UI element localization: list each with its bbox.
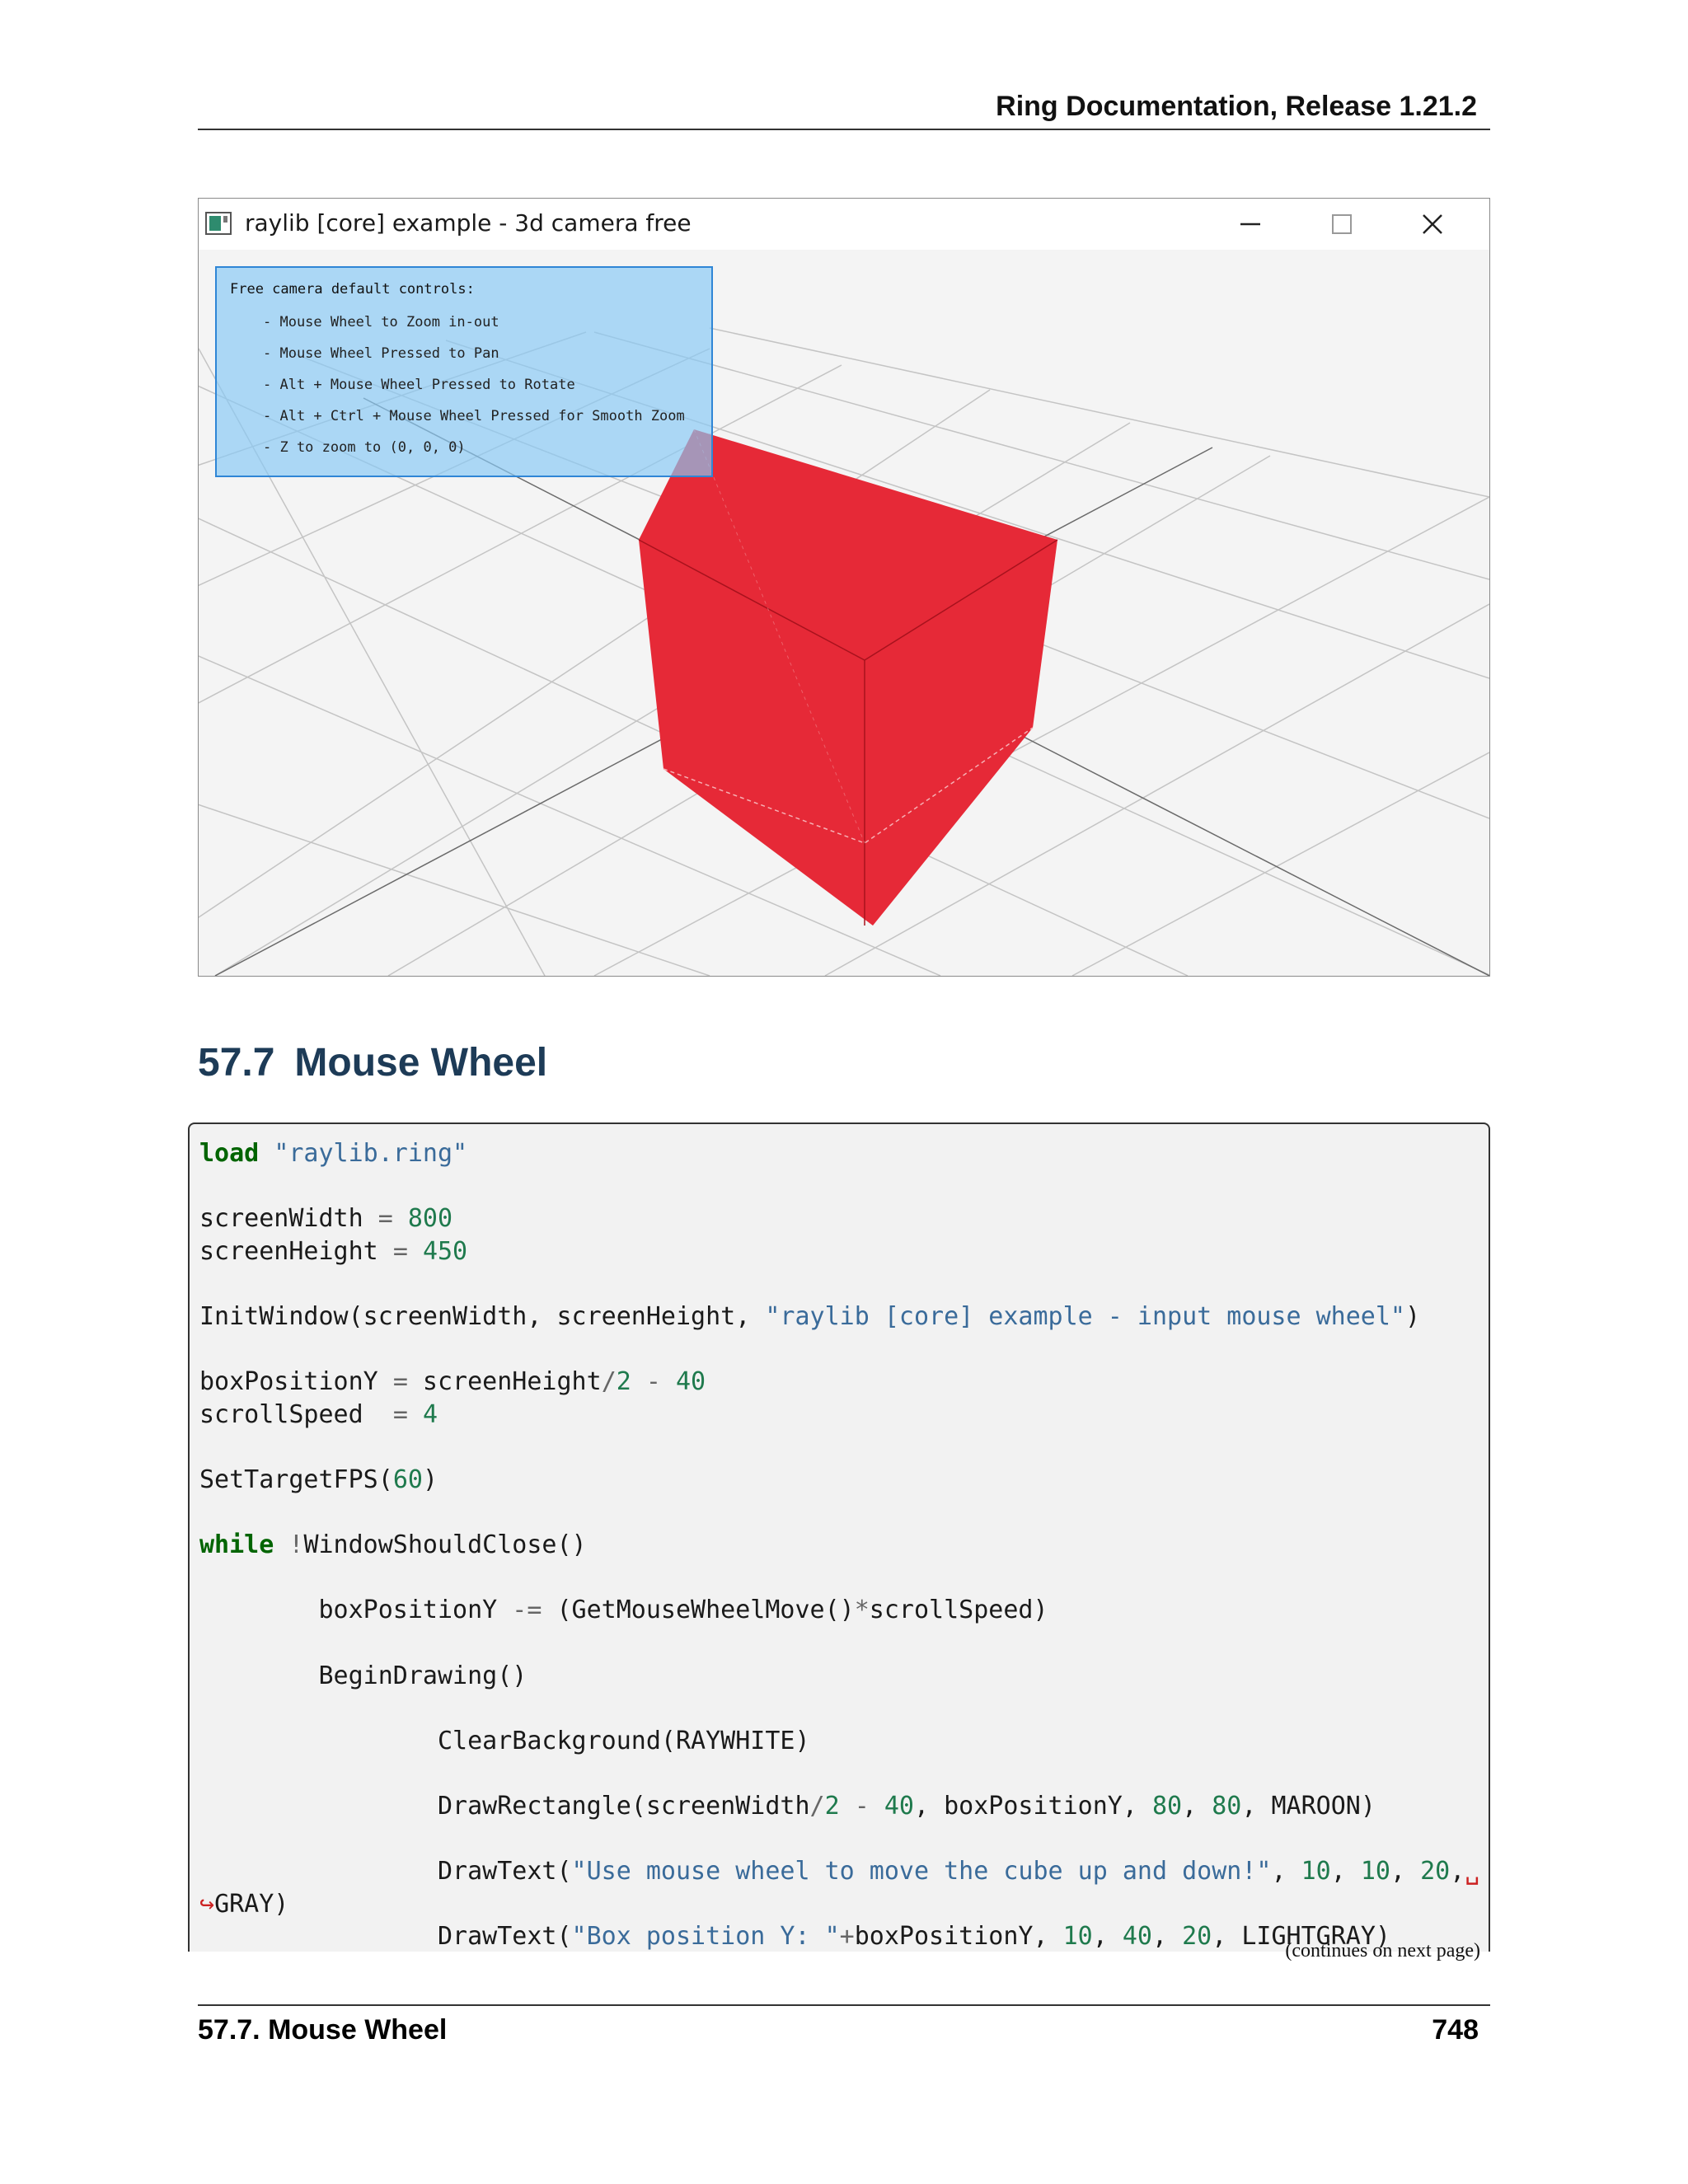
page-number: 748 <box>1432 2014 1479 2046</box>
code-token: DrawText( <box>199 1922 572 1952</box>
code-line <box>199 1204 452 1233</box>
section-number: 57.7 <box>198 1041 275 1085</box>
code-token <box>631 1367 646 1396</box>
code-token: ) <box>1405 1301 1421 1331</box>
code-line <box>199 1302 1420 1331</box>
code-token: , <box>1151 1922 1183 1952</box>
code-token: 2 <box>824 1791 840 1821</box>
code-token <box>870 1792 884 1821</box>
code-token: screenWidth <box>199 1204 378 1234</box>
code-token: 10 <box>1360 1857 1390 1886</box>
code-line <box>199 1890 288 1919</box>
close-button[interactable] <box>1390 199 1473 250</box>
header-rule <box>198 129 1490 130</box>
code-token: , <box>1182 1791 1212 1821</box>
code-token: / <box>601 1367 617 1397</box>
code-token: (GetMouseWheelMove() <box>542 1596 855 1625</box>
code-token <box>259 1139 274 1168</box>
code-line <box>199 1727 810 1755</box>
code-token: ) <box>422 1465 438 1494</box>
code-token: , <box>1450 1857 1465 1886</box>
code-token: InitWindow(screenWidth, screenHeight, <box>199 1301 766 1331</box>
footer-rule <box>198 2004 1490 2006</box>
help-panel-title: Free camera default controls: <box>230 281 475 298</box>
camera-controls-help-panel <box>215 266 713 477</box>
maximize-icon <box>1300 199 1382 250</box>
code-token: , MAROON) <box>1241 1791 1376 1821</box>
code-token: boxPositionY <box>199 1596 513 1625</box>
code-token: , <box>1330 1857 1361 1886</box>
code-token: 40 <box>676 1367 706 1397</box>
code-token: scrollSpeed) <box>869 1596 1048 1625</box>
code-token: 450 <box>422 1236 468 1266</box>
code-token: "raylib.ring" <box>274 1139 468 1168</box>
code-token: 4 <box>422 1399 438 1429</box>
page-header-title: Ring Documentation, Release 1.21.2 <box>996 91 1477 122</box>
code-token: = <box>392 1236 408 1266</box>
code-token: BeginDrawing() <box>199 1661 528 1690</box>
code-token: 800 <box>407 1204 453 1234</box>
code-token: 60 <box>392 1465 423 1494</box>
code-token: ↪ <box>199 1889 215 1919</box>
code-line <box>199 1661 527 1690</box>
code-token: = <box>377 1204 393 1234</box>
code-token: , <box>1271 1857 1301 1886</box>
help-line: - Mouse Wheel Pressed to Pan <box>263 345 499 362</box>
code-token: boxPositionY, <box>854 1922 1063 1952</box>
close-icon <box>1390 199 1473 250</box>
code-listing <box>199 1137 1479 1952</box>
code-token <box>274 1530 288 1559</box>
code-line <box>199 1596 1048 1624</box>
code-block <box>188 1122 1490 1952</box>
code-line <box>199 1237 467 1266</box>
code-token: 80 <box>1212 1791 1242 1821</box>
minimize-button[interactable] <box>1209 199 1292 250</box>
code-token: SetTargetFPS( <box>199 1465 393 1494</box>
code-token: 10 <box>1062 1922 1093 1952</box>
code-token: 40 <box>1122 1922 1152 1952</box>
code-token: GRAY) <box>214 1889 289 1919</box>
code-line <box>199 1400 438 1429</box>
code-line <box>199 1139 467 1168</box>
code-token <box>661 1367 676 1396</box>
code-token: WindowShouldClose() <box>303 1530 587 1560</box>
code-token: -= <box>512 1596 542 1625</box>
code-line <box>199 1367 706 1396</box>
minimize-icon <box>1209 199 1292 250</box>
window-title: raylib [core] example - 3d camera free <box>245 209 692 237</box>
code-token: * <box>854 1596 870 1625</box>
code-token: "raylib [core] example - input mouse wheel" <box>765 1301 1405 1331</box>
code-token: 20 <box>1420 1857 1451 1886</box>
code-line <box>199 1530 587 1559</box>
code-token: while <box>199 1530 274 1560</box>
code-token: scrollSpeed <box>199 1399 393 1429</box>
code-token <box>393 1204 408 1233</box>
code-token: = <box>392 1367 408 1397</box>
footer-section-label: 57.7. Mouse Wheel <box>198 2014 448 2046</box>
maximize-button[interactable] <box>1300 199 1382 250</box>
code-line <box>199 1792 1376 1821</box>
code-token: , LIGHTGRAY) <box>1212 1922 1390 1952</box>
code-token <box>840 1792 855 1821</box>
code-token: , <box>1390 1857 1421 1886</box>
help-line: - Alt + Mouse Wheel Pressed to Rotate <box>263 377 575 393</box>
code-line <box>199 1465 438 1494</box>
section-title: Mouse Wheel <box>294 1041 548 1085</box>
code-token: DrawRectangle(screenWidth <box>199 1791 810 1821</box>
code-token: 40 <box>884 1791 914 1821</box>
help-line: - Alt + Ctrl + Mouse Wheel Pressed for Smooth Zoom <box>263 408 685 424</box>
section-heading <box>198 1040 547 1085</box>
code-token: + <box>839 1922 855 1952</box>
code-line <box>199 1857 1479 1886</box>
code-token: 2 <box>616 1367 631 1397</box>
code-token: = <box>392 1399 408 1429</box>
continues-note: (continues on next page) <box>1285 1940 1480 1961</box>
code-token: ClearBackground(RAYWHITE) <box>199 1726 810 1755</box>
code-token: ! <box>288 1530 304 1560</box>
code-token: DrawText( <box>199 1857 572 1886</box>
code-token: - <box>645 1367 661 1397</box>
code-token: , boxPositionY, <box>913 1791 1152 1821</box>
code-token <box>408 1400 423 1429</box>
code-token: - <box>854 1791 870 1821</box>
help-line: - Mouse Wheel to Zoom in-out <box>263 314 499 330</box>
code-token: "Box position Y: " <box>571 1922 840 1952</box>
window-titlebar <box>199 199 1489 250</box>
code-token: / <box>809 1791 825 1821</box>
app-icon <box>205 212 235 237</box>
code-token <box>408 1237 423 1266</box>
code-token: boxPositionY <box>199 1367 393 1397</box>
code-token: , <box>1092 1922 1123 1952</box>
code-line <box>199 1922 1390 1951</box>
help-line: - Z to zoom to (0, 0, 0) <box>263 439 466 456</box>
code-token: 20 <box>1182 1922 1212 1952</box>
code-token: screenHeight <box>407 1367 602 1397</box>
code-token: 80 <box>1151 1791 1183 1821</box>
code-token: "Use mouse wheel to move the cube up and down!" <box>571 1857 1272 1886</box>
code-token: 10 <box>1301 1857 1331 1886</box>
code-token: ␣ <box>1465 1857 1480 1886</box>
code-token: load <box>199 1139 260 1168</box>
app-window-screenshot <box>198 198 1490 977</box>
code-token: screenHeight <box>199 1236 393 1266</box>
